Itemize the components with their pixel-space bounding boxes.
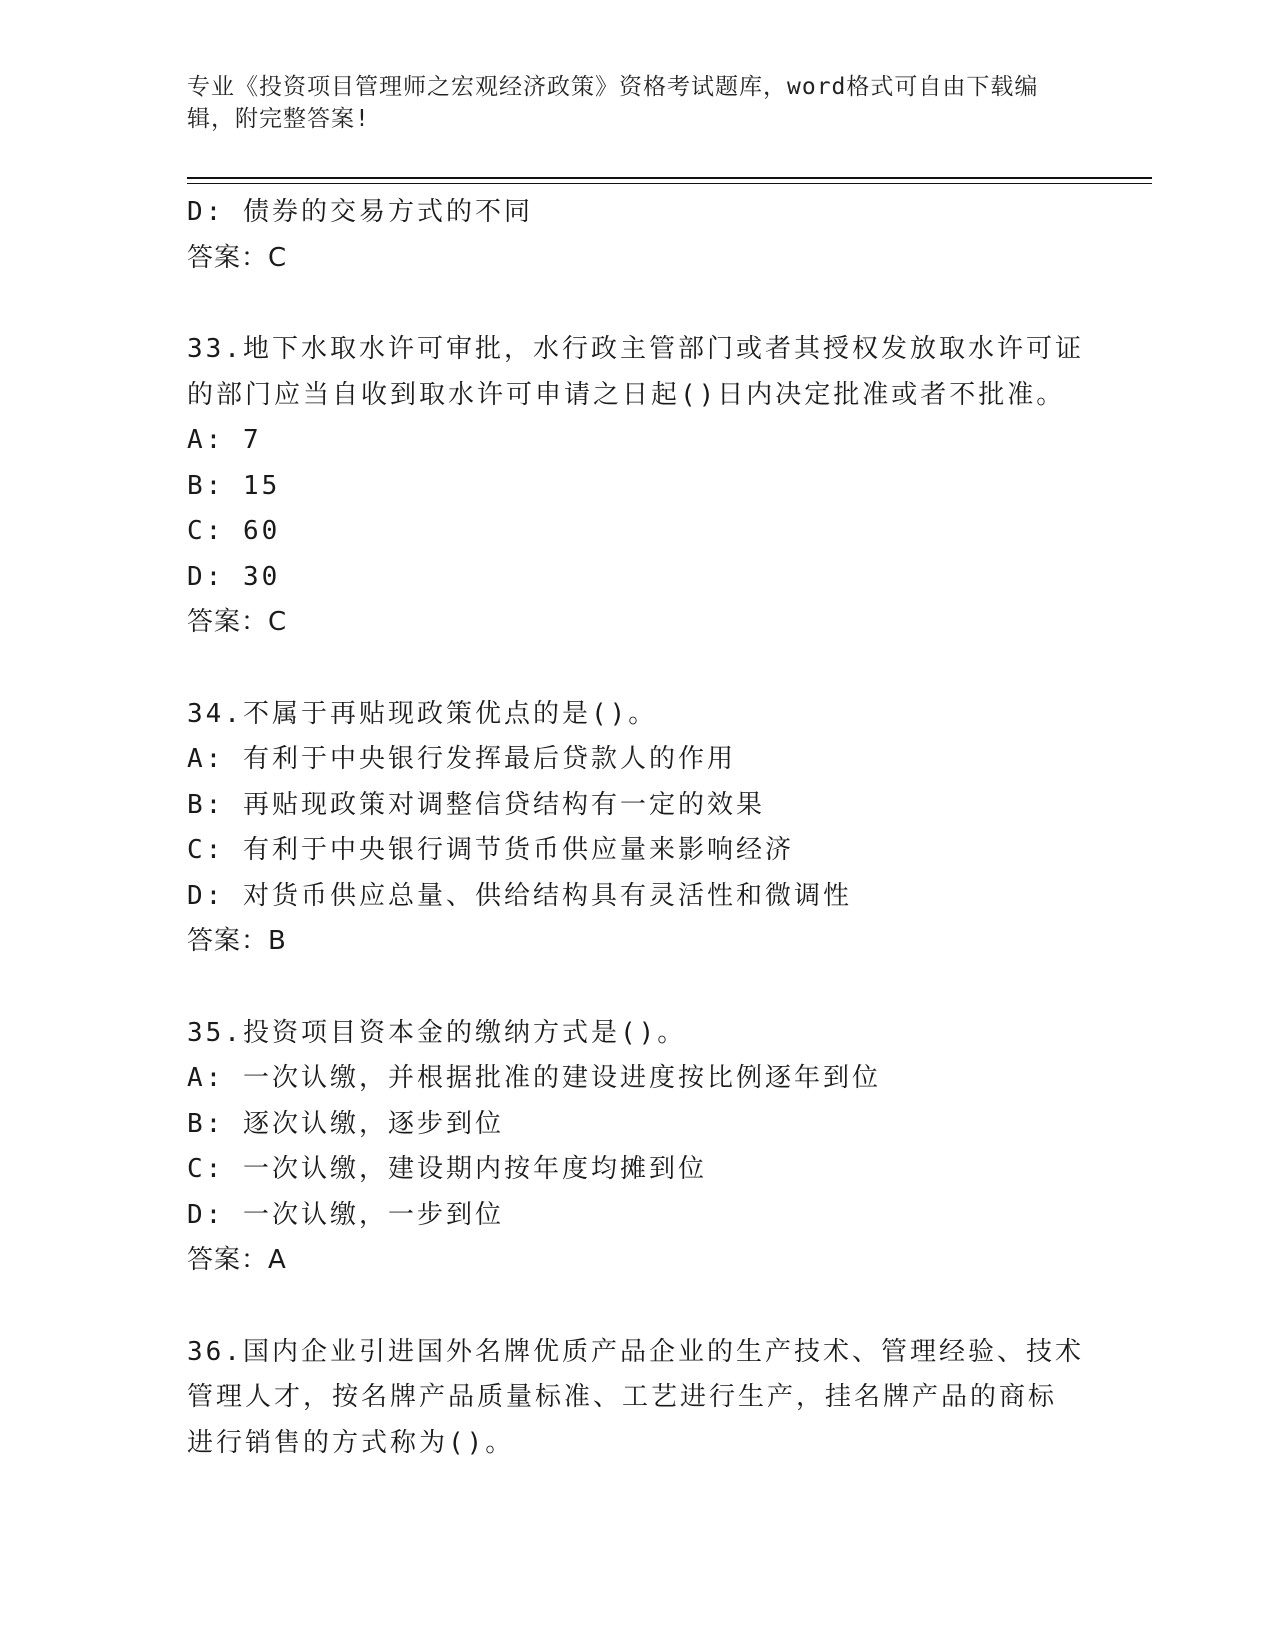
question-text-line: 进行销售的方式称为()。	[187, 1427, 515, 1458]
option-d: D: 债券的交易方式的不同	[187, 197, 533, 227]
answer: 答案：C	[187, 607, 288, 637]
question-36	[187, 1330, 1087, 1467]
option-b: B: 逐次认缴，逐步到位	[187, 1108, 504, 1139]
option-d: D: 一次认缴，一步到位	[187, 1199, 504, 1230]
option-c: C: 60	[187, 516, 281, 546]
question-33	[187, 327, 1087, 646]
answer: 答案：B	[187, 926, 287, 956]
option-c: C: 一次认缴，建设期内按年度均摊到位	[187, 1154, 707, 1184]
header-rule-thin	[187, 183, 1152, 184]
option-a: A: 7	[187, 425, 262, 455]
header-line-2: 辑，附完整答案!	[187, 106, 370, 132]
question-text-line: 36.国内企业引进国外名牌优质产品企业的生产技术、管理经验、技术	[187, 1336, 1084, 1367]
question-text-line: 33.地下水取水许可审批，水行政主管部门或者其授权发放取水许可证	[187, 334, 1084, 364]
question-34	[187, 692, 1087, 965]
document-header	[187, 71, 1067, 135]
answer: 答案：A	[187, 1245, 287, 1275]
option-d: D: 对货币供应总量、供给结构具有灵活性和微调性	[187, 880, 852, 911]
header-line-1: 专业《投资项目管理师之宏观经济政策》资格考试题库，word格式可自由下载编	[187, 74, 1039, 100]
question-35	[187, 1011, 1087, 1284]
option-a: A: 有利于中央银行发挥最后贷款人的作用	[187, 744, 736, 774]
answer: 答案：C	[187, 242, 288, 273]
option-d: D: 30	[187, 561, 281, 592]
document-body	[187, 190, 1087, 1466]
header-rule-thick	[187, 177, 1152, 179]
question-text-line: 管理人才，按名牌产品质量标准、工艺进行生产，挂名牌产品的商标	[187, 1382, 1058, 1412]
previous-question-tail	[187, 190, 1087, 281]
question-text-line: 35.投资项目资本金的缴纳方式是()。	[187, 1017, 687, 1048]
option-b: B: 15	[187, 470, 281, 501]
question-text-line: 的部门应当自收到取水许可申请之日起()日内决定批准或者不批准。	[187, 379, 1066, 410]
option-a: A: 一次认缴，并根据批准的建设进度按比例逐年到位	[187, 1063, 881, 1093]
option-b: B: 再贴现政策对调整信贷结构有一定的效果	[187, 789, 765, 820]
question-text-line: 34.不属于再贴现政策优点的是()。	[187, 698, 658, 729]
option-c: C: 有利于中央银行调节货币供应量来影响经济	[187, 835, 794, 865]
